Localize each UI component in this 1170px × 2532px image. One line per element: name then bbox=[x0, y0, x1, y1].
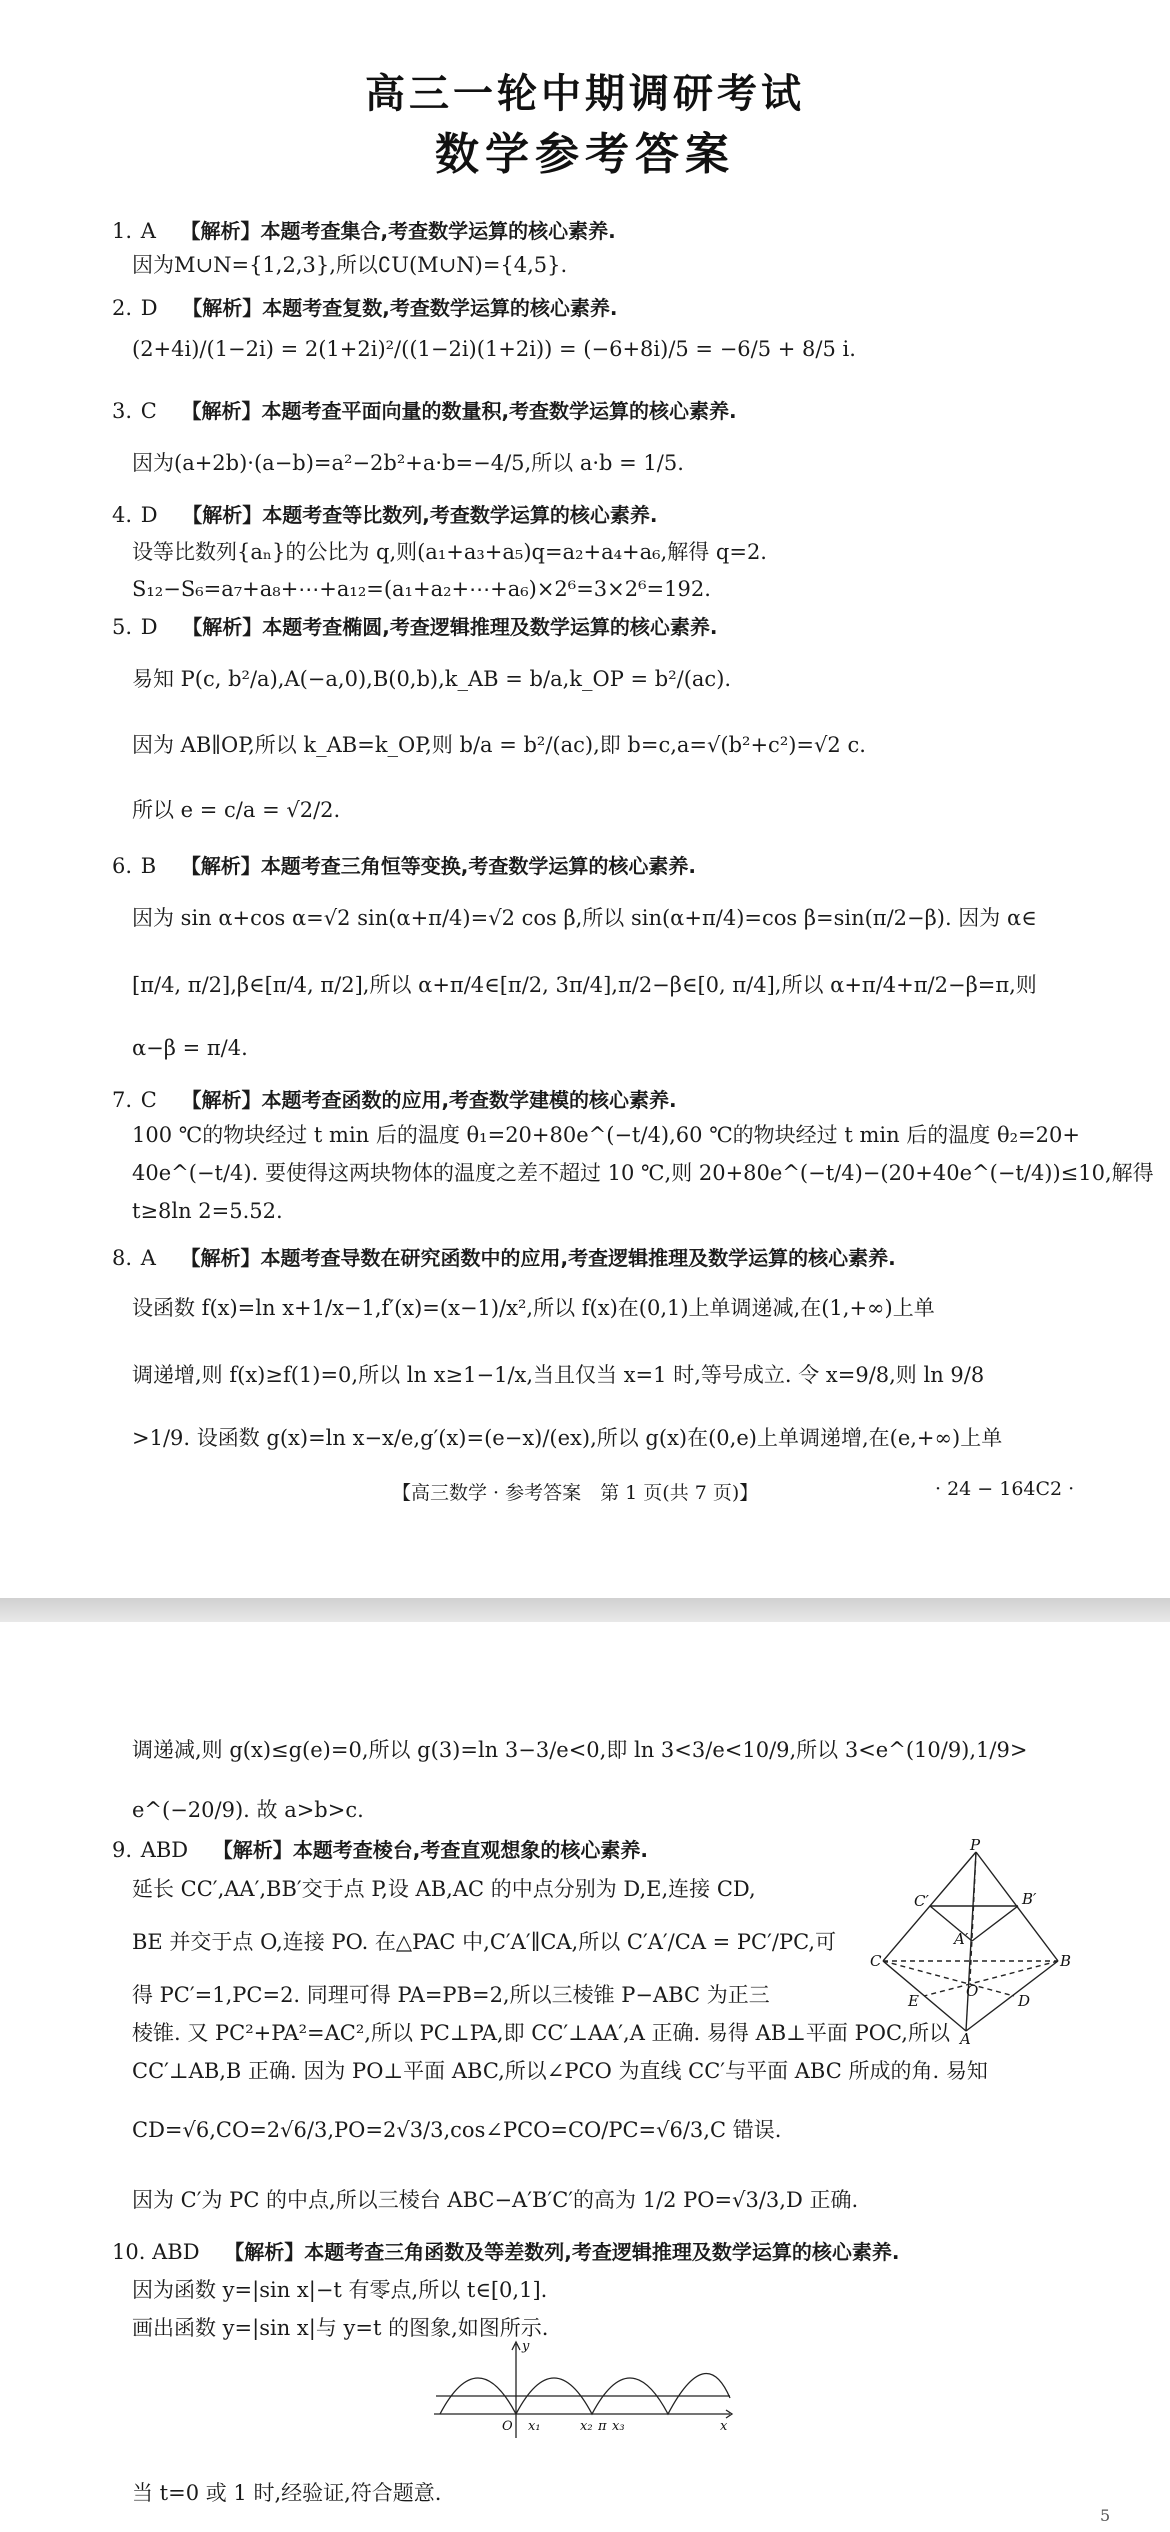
question-8-line: >1/9. 设函数 g(x)=ln x−x/e,g′(x)=(e−x)/(ex),所以 g(x)在(0,e)上单调递增,在(e,+∞)上单 bbox=[132, 1426, 1003, 1450]
page-separator bbox=[0, 1598, 1170, 1622]
question-9-line: CC′⊥AB,B 正确. 因为 PO⊥平面 ABC,所以∠PCO 为直线 CC′与平面 ABC 所成的角. 易知 bbox=[132, 2059, 988, 2083]
label-P: P bbox=[970, 1836, 981, 1854]
question-10-line: 因为函数 y=|sin x|−t 有零点,所以 t∈[0,1]. bbox=[132, 2278, 548, 2302]
footer-page-info: 【高三数学 · 参考答案 第 1 页(共 7 页)】 bbox=[392, 1482, 759, 1504]
question-3-line: 因为(a+2b)·(a−b)=a²−2b²+a·b=−4/5,所以 a·b = 1/5. bbox=[132, 451, 684, 475]
question-8-line: e^(−20/9). 故 a>b>c. bbox=[132, 1798, 364, 1822]
label-C-prime: C′ bbox=[914, 1892, 929, 1910]
axis-x-label: x bbox=[720, 2419, 728, 2434]
label-A-prime: A′ bbox=[954, 1930, 969, 1948]
exam-subtitle: 数学参考答案 bbox=[435, 129, 735, 180]
question-7-line: t≥8ln 2=5.52. bbox=[132, 1199, 283, 1223]
label-C: C bbox=[870, 1952, 882, 1970]
question-8-line: 调递增,则 f(x)≥f(1)=0,所以 ln x≥1−1/x,当且仅当 x=1 时,等号成立. 令 x=9/8,则 ln 9/8 bbox=[132, 1363, 985, 1387]
question-5-header: 5. D 【解析】本题考查椭圆,考查逻辑推理及数学运算的核心素养. bbox=[112, 615, 718, 639]
answer-letter: D bbox=[140, 503, 158, 527]
question-9-line: 得 PC′=1,PC=2. 同理可得 PA=PB=2,所以三棱锥 P−ABC 为正三 bbox=[132, 1983, 770, 2007]
question-9-line: 棱锥. 又 PC²+PA²=AC²,所以 PC⊥PA,即 CC′⊥AA′,A 正确. 易得 AB⊥平面 POC,所以 bbox=[132, 2021, 950, 2045]
exam-title: 高三一轮中期调研考试 bbox=[365, 71, 805, 117]
pyramid-diagram bbox=[868, 1836, 1072, 2048]
question-9-line: CD=√6,CO=2√6/3,PO=2√3/3,cos∠PCO=CO/PC=√6/3,C 错误. bbox=[132, 2118, 782, 2142]
question-3-header: 3. C 【解析】本题考查平面向量的数量积,考查数学运算的核心素养. bbox=[112, 399, 737, 423]
answer-letter: D bbox=[140, 296, 158, 320]
question-5-line: 易知 P(c, b²/a),A(−a,0),B(0,b),k_AB = b/a,k_OP = b²/(ac). bbox=[132, 667, 732, 691]
answer-letter: D bbox=[140, 615, 158, 639]
question-7-line: 40e^(−t/4). 要使得这两块物体的温度之差不超过 10 ℃,则 20+80e^(−t/4)−(20+40e^(−t/4))≤10,解得 bbox=[132, 1161, 1154, 1185]
question-4-line: 设等比数列{aₙ}的公比为 q,则(a₁+a₃+a₅)q=a₂+a₄+a₆,解得 q=2. bbox=[132, 540, 767, 564]
question-2-line: (2+4i)/(1−2i) = 2(1+2i)²/((1−2i)(1+2i)) = (−6+8i)/5 = −6/5 + 8/5 i. bbox=[132, 337, 856, 361]
question-10-line: 当 t=0 或 1 时,经验证,符合题意. bbox=[132, 2481, 442, 2505]
label-B: B bbox=[1060, 1952, 1072, 1970]
question-10-line: 画出函数 y=|sin x|与 y=t 的图象,如图所示. bbox=[132, 2316, 549, 2340]
label-A: A bbox=[960, 2030, 971, 2048]
question-1-header: 1. A 【解析】本题考查集合,考查数学运算的核心素养. bbox=[112, 219, 616, 243]
question-9-line: 因为 C′为 PC 的中点,所以三棱台 ABC−A′B′C′的高为 1/2 PO=√3/3,D 正确. bbox=[132, 2188, 859, 2212]
question-6-line: α−β = π/4. bbox=[132, 1036, 248, 1060]
pi-label: π bbox=[598, 2419, 607, 2434]
answer-letter: ABD bbox=[152, 2240, 200, 2264]
answer-letter: C bbox=[140, 1088, 157, 1112]
question-9-line: 延长 CC′,AA′,BB′交于点 P,设 AB,AC 的中点分别为 D,E,连接 CD, bbox=[132, 1877, 756, 1901]
label-B-prime: B′ bbox=[1022, 1890, 1037, 1908]
question-1-line: 因为M∪N={1,2,3},所以∁U(M∪N)={4,5}. bbox=[132, 253, 568, 277]
question-5-line: 因为 AB∥OP,所以 k_AB=k_OP,则 b/a = b²/(ac),即 b=c,a=√(b²+c²)=√2 c. bbox=[132, 733, 866, 757]
answer-letter: B bbox=[140, 854, 157, 878]
page-corner-number: 5 bbox=[1100, 2506, 1111, 2525]
question-8-line: 设函数 f(x)=ln x+1/x−1,f′(x)=(x−1)/x²,所以 f(x)在(0,1)上单调递减,在(1,+∞)上单 bbox=[132, 1296, 935, 1320]
x2-label: x₂ bbox=[580, 2419, 593, 2434]
label-O: O bbox=[966, 1982, 979, 2000]
question-7-header: 7. C 【解析】本题考查函数的应用,考查数学建模的核心素养. bbox=[112, 1088, 677, 1112]
question-5-line: 所以 e = c/a = √2/2. bbox=[132, 798, 341, 822]
origin-label: O bbox=[502, 2419, 513, 2434]
question-8-header: 8. A 【解析】本题考查导数在研究函数中的应用,考查逻辑推理及数学运算的核心素养. bbox=[112, 1246, 896, 1270]
answer-letter: A bbox=[140, 219, 156, 243]
answer-letter: A bbox=[140, 1246, 156, 1270]
question-4-header: 4. D 【解析】本题考查等比数列,考查数学运算的核心素养. bbox=[112, 503, 658, 527]
x1-label: x₁ bbox=[528, 2419, 541, 2434]
question-9-line: BE 并交于点 O,连接 PO. 在△PAC 中,C′A′∥CA,所以 C′A′/CA = PC′/PC,可 bbox=[132, 1930, 837, 1954]
question-6-line: 因为 sin α+cos α=√2 sin(α+π/4)=√2 cos β,所以 sin(α+π/4)=cos β=sin(π/2−β). 因为 α∈ bbox=[132, 906, 1037, 930]
label-D: D bbox=[1018, 1992, 1031, 2010]
question-7-line: 100 ℃的物块经过 t min 后的温度 θ₁=20+80e^(−t/4),60 ℃的物块经过 t min 后的温度 θ₂=20+ bbox=[132, 1123, 1080, 1147]
x3-label: x₃ bbox=[612, 2419, 625, 2434]
question-2-header: 2. D 【解析】本题考查复数,考查数学运算的核心素养. bbox=[112, 296, 618, 320]
answer-letter: ABD bbox=[140, 1838, 189, 1862]
question-4-line: S₁₂−S₆=a₇+a₈+⋯+a₁₂=(a₁+a₂+⋯+a₆)×2⁶=3×2⁶=192. bbox=[132, 577, 711, 601]
question-8-line: 调递减,则 g(x)≤g(e)=0,所以 g(3)=ln 3−3/e<0,即 ln 3<3/e<10/9,所以 3<e^(10/9),1/9> bbox=[132, 1738, 1028, 1762]
answer-letter: C bbox=[140, 399, 157, 423]
question-9-header: 9. ABD 【解析】本题考查棱台,考查直观想象的核心素养. bbox=[112, 1838, 649, 1862]
question-10-header: 10. ABD 【解析】本题考查三角函数及等差数列,考查逻辑推理及数学运算的核心素养. bbox=[112, 2240, 900, 2264]
label-E: E bbox=[908, 1992, 919, 2010]
axis-y-label: y bbox=[522, 2339, 530, 2354]
footer-code: · 24 − 164C2 · bbox=[935, 1478, 1075, 1500]
abs-sine-diagram bbox=[430, 2338, 740, 2448]
question-6-header: 6. B 【解析】本题考查三角恒等变换,考查数学运算的核心素养. bbox=[112, 854, 697, 878]
question-6-line: [π/4, π/2],β∈[π/4, π/2],所以 α+π/4∈[π/2, 3π/4],π/2−β∈[0, π/4],所以 α+π/4+π/2−β=π,则 bbox=[132, 973, 1037, 997]
